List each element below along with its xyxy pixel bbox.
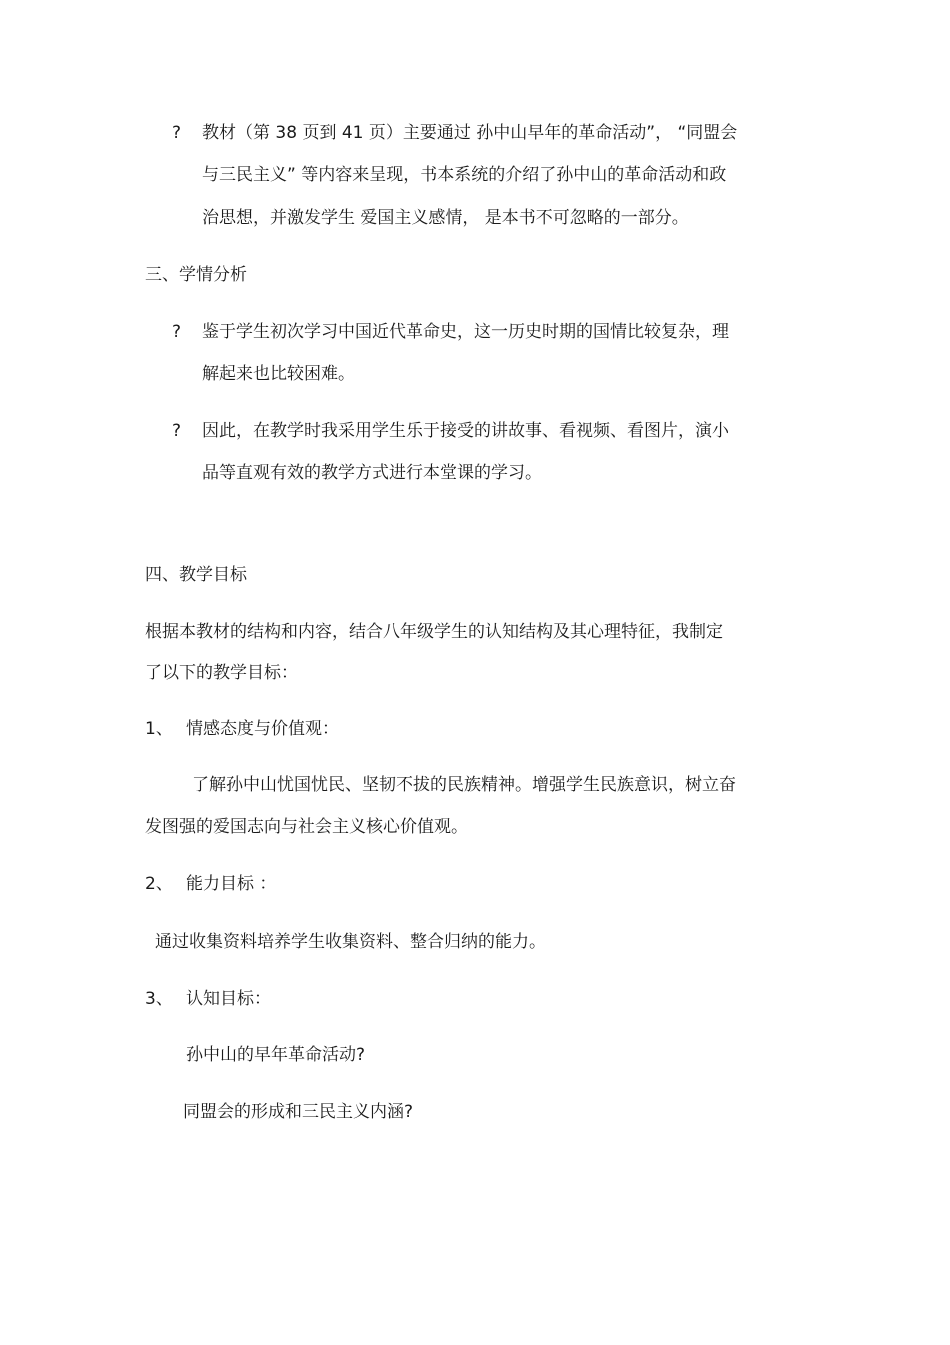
goal-title: 认知目标：: [186, 989, 271, 1009]
paragraph-line: 因此，在教学时我采用学生乐于接受的讲故事、看视频、看图片，演小: [202, 421, 729, 441]
paragraph-line: 治思想，并激发学生 爱国主义感情， 是本书不可忽略的一部分。: [202, 208, 689, 228]
goal-title: 能力目标 ：: [186, 874, 277, 894]
paragraph-line: 鉴于学生初次学习中国近代革命史，这一历史时期的国情比较复杂，理: [202, 322, 729, 342]
paragraph-line: 与三民主义” 等内容来呈现，书本系统的介绍了孙中山的革命活动和政: [202, 165, 727, 185]
section-heading: 四、教学目标: [145, 565, 247, 585]
bullet-marker: ?: [172, 123, 182, 143]
bullet-marker: ?: [172, 421, 182, 441]
goal-body-line: 同盟会的形成和三民主义内涵?: [183, 1102, 414, 1122]
goal-number: 3、: [145, 989, 173, 1009]
paragraph-line: 品等直观有效的教学方式进行本堂课的学习。: [202, 463, 542, 483]
goal-title: 情感态度与价值观：: [186, 719, 339, 739]
intro-line: 根据本教材的结构和内容，结合八年级学生的认知结构及其心理特征，我制定: [145, 622, 723, 642]
goal-body-line: 了解孙中山忧国忧民、坚韧不拔的民族精神。增强学生民族意识，树立奋: [192, 775, 736, 795]
goal-body-line: 发图强的爱国志向与社会主义核心价值观。: [145, 817, 468, 837]
paragraph-line: 教材（第 38 页到 41 页）主要通过 孙中山早年的革命活动”， “同盟会: [202, 123, 738, 143]
bullet-marker: ?: [172, 322, 182, 342]
paragraph-line: 解起来也比较困难。: [202, 364, 355, 384]
goal-body-line: 通过收集资料培养学生收集资料、整合归纳的能力。: [155, 932, 546, 952]
goal-number: 1、: [145, 719, 173, 739]
goal-number: 2、: [145, 874, 173, 894]
goal-body-line: 孙中山的早年革命活动?: [186, 1045, 366, 1065]
intro-line: 了以下的教学目标：: [145, 663, 298, 683]
section-heading: 三、学情分析: [145, 265, 247, 285]
